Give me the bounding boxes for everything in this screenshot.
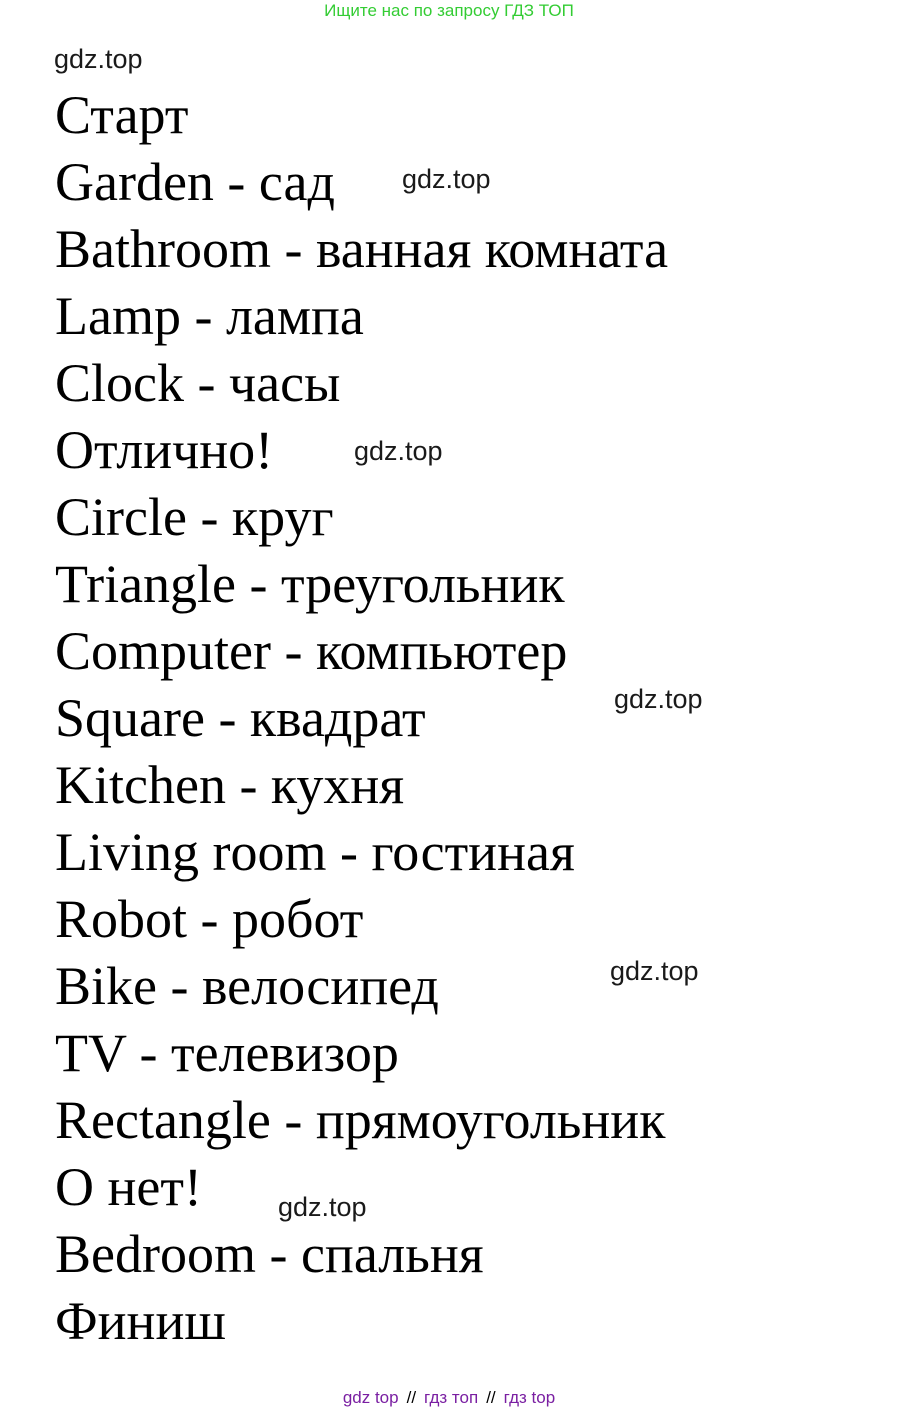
list-item: Kitchen - кухня [55,755,405,815]
list-item: Robot - робот [55,889,364,949]
list-item: Отлично! [55,420,274,480]
search-banner: Ищите нас по запросу ГДЗ ТОП [324,1,574,20]
list-item: Lamp - лампа [55,286,364,346]
footer-link[interactable]: гдз топ [424,1388,479,1407]
footer-separator: // [406,1388,417,1407]
list-item: Bike - велосипед [55,956,439,1016]
watermark: gdz.top [610,956,699,986]
watermark: gdz.top [354,436,443,466]
list-item: Старт [55,85,189,145]
list-item: Rectangle - прямоугольник [55,1090,666,1150]
list-item: Living room - гостиная [55,822,575,882]
watermark: gdz.top [614,684,703,714]
list-item: Bathroom - ванная комната [55,219,669,279]
footer-link[interactable]: gdz top [342,1388,399,1407]
list-item: Square - квадрат [55,688,426,748]
watermark: gdz.top [402,164,491,194]
list-item: Triangle - треугольник [55,554,565,614]
watermark: gdz.top [54,44,143,74]
list-item: TV - телевизор [55,1023,399,1083]
list-item: О нет! [55,1157,202,1217]
list-item: Clock - часы [55,353,341,413]
footer-link[interactable]: гдз top [503,1388,556,1407]
list-item: Circle - круг [55,487,334,547]
list-item: Bedroom - спальня [55,1224,484,1284]
list-item: Computer - компьютер [55,621,568,681]
footer-separator: // [486,1388,496,1407]
word-list [55,82,668,1355]
list-item: Финиш [55,1291,226,1351]
watermark: gdz.top [278,1192,367,1222]
footer-links [0,1386,898,1410]
list-item: Garden - сад [55,152,335,212]
